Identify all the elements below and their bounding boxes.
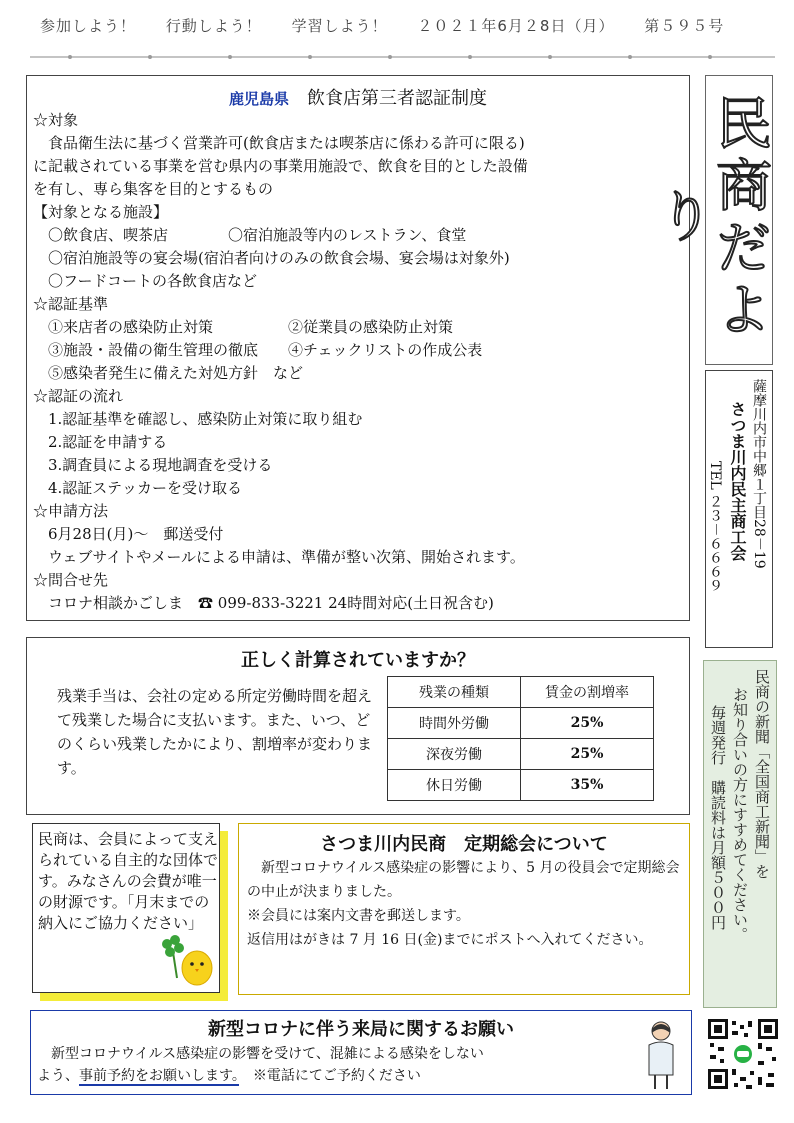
kago-line: ☆問合せ先 bbox=[33, 571, 109, 589]
kago-line: ☆認証基準 bbox=[33, 295, 109, 313]
tel-label: TEL bbox=[707, 461, 723, 490]
overtime-box bbox=[26, 637, 690, 815]
address-box bbox=[705, 370, 773, 648]
table-row bbox=[388, 770, 654, 801]
meeting-note: ※会員には案内文書を郵送します。 bbox=[247, 908, 470, 924]
table-row bbox=[388, 739, 654, 770]
kago-line: に記載されている事業を営む県内の事業用施設で、飲食を目的とした設備 bbox=[33, 157, 528, 175]
meeting-paragraph: 新型コロナウイルス感染症の影響により、5 月の役員会で定期総会の中止が決まりました。 bbox=[247, 860, 680, 900]
header-line bbox=[40, 15, 748, 36]
request-pre: よう、 bbox=[37, 1068, 79, 1084]
kago-line: 〇飲食店、喫茶店 〇宿泊施設等内のレストラン、食堂 bbox=[33, 226, 467, 244]
kago-line: 3.調査員による現地調査を受ける bbox=[33, 456, 273, 474]
request-line-1: 新型コロナウイルス感染症の影響を受けて、混雑による感染をしない bbox=[37, 1046, 484, 1062]
org-name: さつま川内民主商工会 bbox=[728, 401, 747, 561]
overtime-table bbox=[387, 676, 654, 801]
masthead-box bbox=[649, 75, 773, 365]
kago-line: ウェブサイトやメールによる申請は、準備が整い次第、開始されます。 bbox=[33, 548, 525, 566]
kago-line: ⑤感染者発生に備えた対処方針 など bbox=[33, 364, 304, 382]
kago-line: 1.認証基準を確認し、感染防止対策に取り組む bbox=[33, 410, 363, 428]
overtime-type: 時間外労働 bbox=[388, 708, 521, 739]
kago-line: ☆対象 bbox=[33, 111, 79, 129]
request-body bbox=[37, 1043, 637, 1087]
meeting-box bbox=[238, 823, 690, 995]
meeting-deadline: 返信用はがきは 7 月 16 日(金)までにポストへ入れてください。 bbox=[247, 932, 653, 948]
overtime-type: 深夜労働 bbox=[388, 739, 521, 770]
shimbun-col-3: 毎週発行 購読料は月額５００円 bbox=[709, 705, 727, 930]
kago-line: 〇宿泊施設等の宴会場(宿泊者向けのみの飲食会場、宴会場は対象外) bbox=[33, 249, 510, 267]
minsho-text: 民商は、会員によって支えられている自主的な団体です。みなさんの会費が唯一の財源です。「月末までの納入にご協力ください」 bbox=[38, 830, 219, 932]
overtime-text: 残業手当は、会社の定める所定労働時間を超えて残業した場合に支払います。また、いつ、どのくらい残業したかにより、割増率が変わります。 bbox=[57, 687, 373, 777]
table-row bbox=[388, 708, 654, 739]
shimbun-col-1: 民商の新聞「全国商工新聞」を bbox=[753, 669, 771, 879]
address-line: 薩摩川内市中郷１丁目28－19 bbox=[751, 379, 767, 569]
slogan-3: 学習しよう！ bbox=[291, 17, 388, 35]
chick-illustration-icon bbox=[155, 934, 217, 990]
kagoshima-body bbox=[33, 109, 685, 615]
kago-line: コロナ相談かごしま ☎ 099-833-3221 24時間対応(土日祝含む) bbox=[33, 594, 494, 612]
kago-line: 6月28日(月)～ 郵送受付 bbox=[33, 525, 224, 543]
kagoshima-title bbox=[27, 84, 689, 110]
shimbun-box bbox=[703, 660, 777, 1008]
kago-line: ☆認証の流れ bbox=[33, 387, 124, 405]
kago-line: ③施設・設備の衛生管理の徹底 ④チェックリストの作成公表 bbox=[33, 341, 483, 359]
overtime-rate: 35% bbox=[521, 770, 654, 801]
slogan-1: 参加しよう！ bbox=[40, 17, 137, 35]
tel-number: ２３－６６６９ bbox=[707, 494, 723, 593]
request-line-2 bbox=[37, 1065, 637, 1087]
slogan-2: 行動しよう！ bbox=[165, 17, 262, 35]
minsho-box bbox=[32, 823, 220, 993]
kago-line: を有し、専ら集客を目的とするもの bbox=[33, 180, 274, 198]
overtime-type: 休日労働 bbox=[388, 770, 521, 801]
kago-line: 【対象となる施設】 bbox=[33, 203, 169, 221]
table-header: 残業の種類 bbox=[388, 677, 521, 708]
decorative-rule bbox=[30, 52, 775, 62]
masthead-title: 民商だより bbox=[649, 94, 772, 342]
kago-line: ①来店者の感染防止対策 ②従業員の感染防止対策 bbox=[33, 318, 454, 336]
overtime-title: 正しく計算されていますか？ bbox=[241, 650, 475, 671]
kagoshima-certification-box bbox=[26, 75, 690, 621]
table-header-row bbox=[388, 677, 654, 708]
overtime-rate: 25% bbox=[521, 708, 654, 739]
phone bbox=[706, 461, 724, 592]
qr-code-icon[interactable] bbox=[706, 1017, 780, 1091]
issue-date: ２０２１年6月２8日（月） bbox=[417, 17, 615, 35]
kago-line: 4.認証ステッカーを受け取る bbox=[33, 479, 243, 497]
kago-line: 〇フードコートの各飲食店など bbox=[33, 272, 257, 290]
staff-person-icon bbox=[641, 1019, 681, 1091]
kago-line: 2.認証を申請する bbox=[33, 433, 168, 451]
kago-line: 食品衛生法に基づく営業許可(飲食店または喫茶店に係わる許可に限る) bbox=[33, 134, 525, 152]
prefecture-label: 鹿児島県 bbox=[228, 90, 289, 108]
kago-line: ☆申請方法 bbox=[33, 502, 109, 520]
request-box bbox=[30, 1010, 692, 1095]
overtime-rate: 25% bbox=[521, 739, 654, 770]
shimbun-col-2: お知り合いの方にすすめてください。 bbox=[731, 687, 749, 942]
request-underlined: 事前予約をお願いします。 bbox=[79, 1068, 239, 1084]
certification-title: 飲食店第三者認証制度 bbox=[307, 88, 487, 109]
request-title: 新型コロナに伴う来局に関するお願い bbox=[208, 1019, 514, 1040]
table-header: 賃金の割増率 bbox=[521, 677, 654, 708]
meeting-body bbox=[247, 856, 683, 952]
issue-number: 第５９５号 bbox=[644, 17, 725, 35]
meeting-title: さつま川内民商 定期総会について bbox=[320, 834, 608, 855]
request-post: ※電話にてご予約ください bbox=[238, 1068, 421, 1084]
